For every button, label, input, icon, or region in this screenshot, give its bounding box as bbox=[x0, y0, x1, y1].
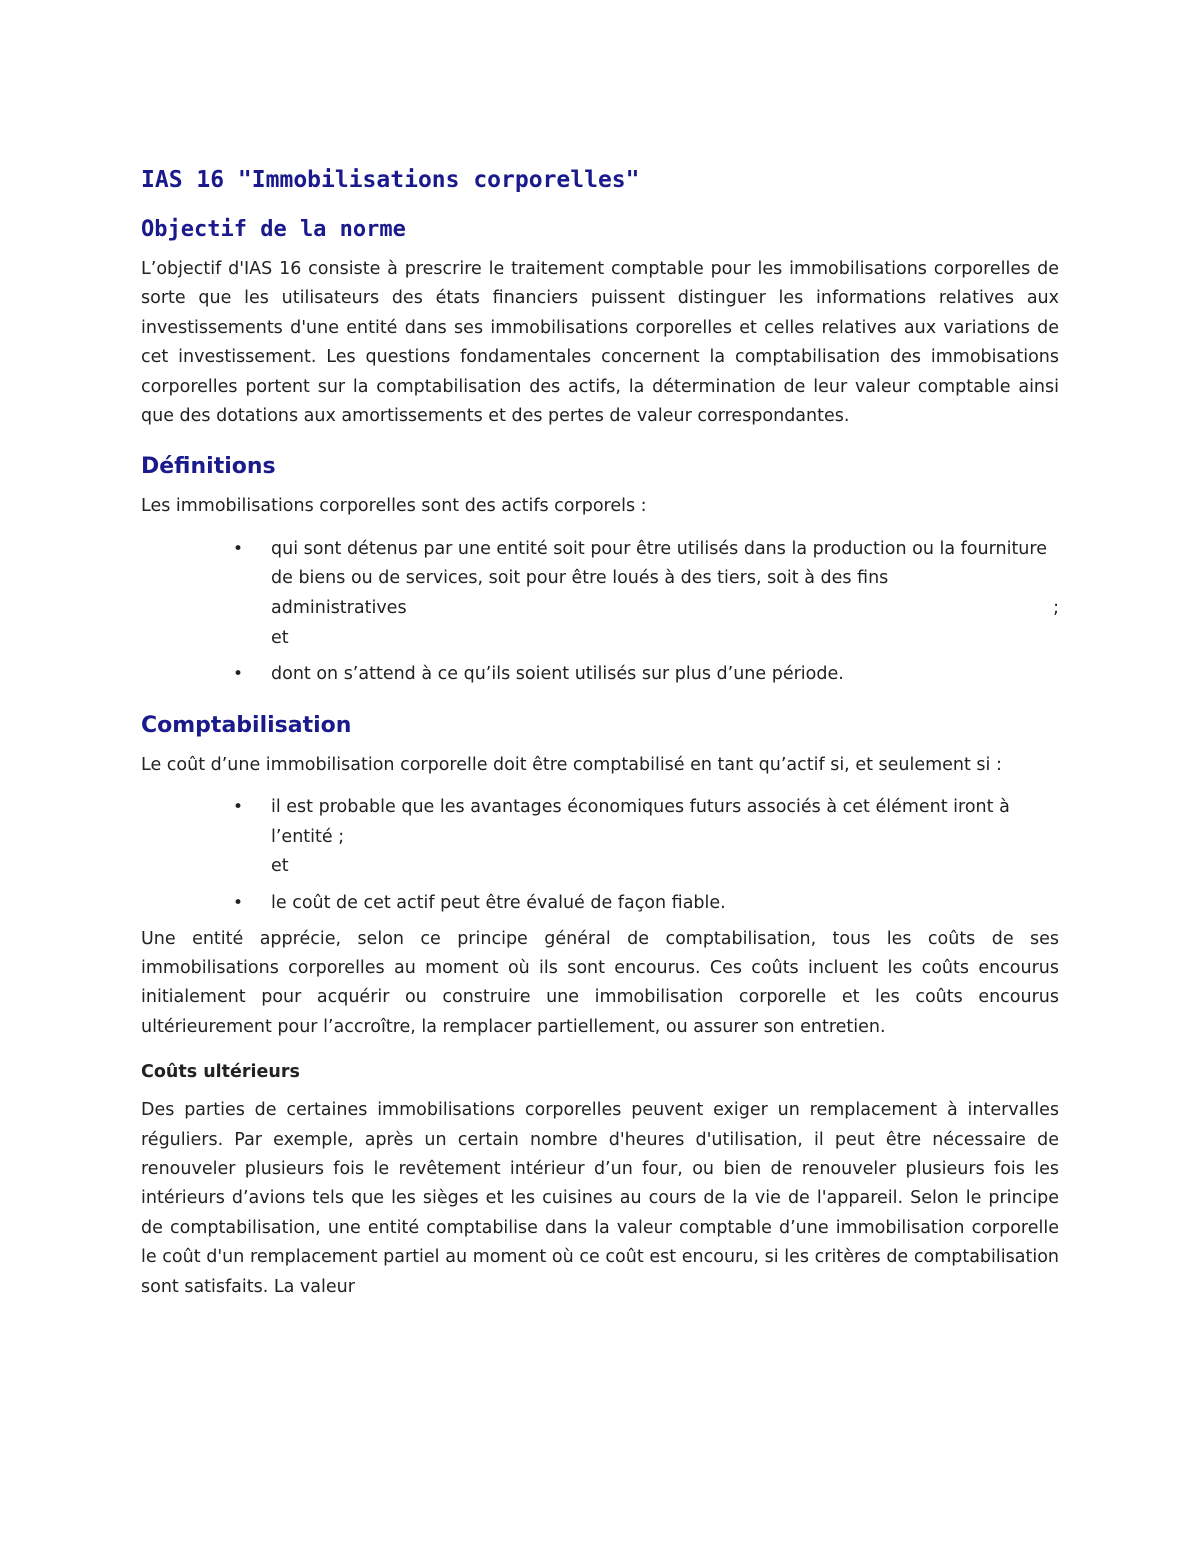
definitions-list bbox=[141, 535, 1059, 690]
list-item-text: le coût de cet actif peut être évalué de façon fiable. bbox=[271, 893, 726, 913]
list-item bbox=[141, 660, 1059, 690]
paragraph-objectif: L’objectif d'IAS 16 consiste à prescrire le traitement comptable pour les immobilisations corporelles de sorte que les utilisateurs des états financiers puissent distinguer les informations relatives aux investissements d'une entité dans ses immobilisations corporelles et celles relatives aux variations de cet investissement. Les questions fondamentales concernent la comptabilisation des immobisations corporelles portent sur la comptabilisation des actifs, la détermination de leur valeur comptable ainsi que des dotations aux amortissements et des pertes de valeur correspondantes. bbox=[141, 259, 1059, 427]
bullet-icon: • bbox=[233, 893, 244, 913]
bullet-icon: • bbox=[233, 664, 244, 685]
heading-comptabilisation: Comptabilisation bbox=[141, 712, 352, 738]
heading-definitions: Définitions bbox=[141, 454, 276, 480]
bullet-icon: • bbox=[233, 538, 244, 559]
document-page bbox=[141, 162, 1059, 1302]
comptabilisation-intro: Le coût d’une immobilisation corporelle doit être comptabilisé en tant qu’actif si, et seulement si : bbox=[141, 754, 1002, 775]
definitions-intro: Les immobilisations corporelles sont des actifs corporels : bbox=[141, 496, 647, 517]
list-item-line bbox=[271, 594, 1059, 624]
list-item-et: et bbox=[271, 627, 289, 648]
list-item bbox=[141, 535, 1059, 653]
list-item-text: qui sont détenus par une entité soit pour être utilisés dans la production ou la fourniture de biens ou de services, soit pour être loués à des tiers, soit à des fins bbox=[271, 538, 1047, 589]
heading-objectif: Objectif de la norme bbox=[141, 217, 406, 242]
paragraph-comptabilisation: Une entité apprécie, selon ce principe général de comptabilisation, tous les coûts de ses immobilisations corporelles au moment où ils sont encourus. Ces coûts incluent les coûts encourus initialement pour acquérir ou construire une immobilisation corporelle et les coûts encourus ultérieurement pour l’accroître, la remplacer partiellement, ou assurer son entretien. bbox=[141, 928, 1059, 1037]
list-item bbox=[141, 889, 1059, 919]
list-item-text: dont on s’attend à ce qu’ils soient utilisés sur plus d’une période. bbox=[271, 664, 844, 685]
list-item-et: et bbox=[271, 856, 289, 877]
document-title: IAS 16 "Immobilisations corporelles" bbox=[141, 167, 640, 193]
paragraph-couts-ulterieurs: Des parties de certaines immobilisations corporelles peuvent exiger un remplacement à intervalles réguliers. Par exemple, après un certain nombre d'heures d'utilisation, il peut être nécessaire de renouveler plusieurs fois le revêtement intérieur d’un four, ou bien de renouveler plusieurs fois les intérieurs d’avions tels que les sièges et les cuisines au cours de la vie de l'appareil. Selon le principe de comptabilisation, une entité comptabilise dans la valeur comptable d’une immobilisation corporelle le coût d'un remplacement partiel au moment où ce coût est encouru, si les critères de comptabilisation sont satisfaits. La valeur bbox=[141, 1100, 1059, 1297]
list-item-punct: ; bbox=[1053, 598, 1059, 619]
heading-couts-ulterieurs: Coûts ultérieurs bbox=[141, 1062, 300, 1083]
list-item-text: il est probable que les avantages économiques futurs associés à cet élément iront à l’entité ; bbox=[271, 797, 1010, 847]
comptabilisation-list bbox=[141, 793, 1059, 918]
list-item-word: administratives bbox=[271, 598, 407, 619]
bullet-icon: • bbox=[233, 797, 244, 818]
list-item bbox=[141, 793, 1059, 882]
